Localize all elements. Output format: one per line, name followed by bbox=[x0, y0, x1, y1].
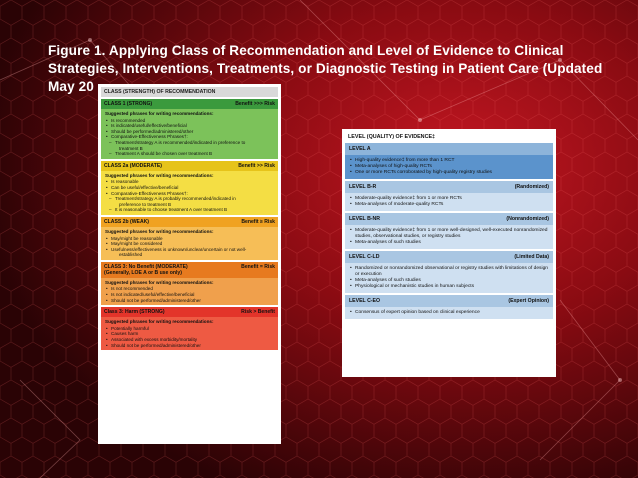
loe-level-name: LEVEL C-LD bbox=[349, 254, 380, 260]
phrase-list bbox=[105, 118, 275, 157]
cor-class-name: CLASS 2a (MODERATE) bbox=[104, 162, 162, 169]
phrase-item: • May/might be reasonable bbox=[105, 236, 275, 242]
title-line-1: Figure 1. Applying Class of Recommendation and Level of Evidence to Clinical bbox=[48, 43, 564, 58]
cor-class bbox=[101, 307, 278, 350]
cor-class-header bbox=[101, 262, 278, 278]
suggested-phrases-heading: Suggested phrases for writing recommendations: bbox=[105, 319, 214, 325]
level-of-evidence-table bbox=[342, 129, 556, 377]
evidence-item: • Moderate-quality evidence‡ from 1 or more RCTs bbox=[349, 196, 549, 202]
loe-level-tag: (Randomized) bbox=[514, 184, 549, 190]
loe-level-body bbox=[345, 193, 553, 211]
cor-benefit-label: Benefit >> Risk bbox=[238, 162, 275, 169]
evidence-item: • High-quality evidence‡ from more than 1 RCT bbox=[349, 158, 549, 164]
phrase-item: • Usefulness/effectiveness is unknown/unclear/uncertain or not well- bbox=[105, 247, 275, 253]
phrase-list bbox=[105, 179, 275, 213]
cor-class bbox=[101, 99, 278, 159]
phrase-item: • Is reasonable bbox=[105, 179, 275, 185]
loe-level-body bbox=[345, 155, 553, 179]
loe-level bbox=[345, 213, 553, 249]
cor-class-name: CLASS 2b (WEAK) bbox=[104, 218, 149, 225]
cor-caption: CLASS (STRENGTH) OF RECOMMENDATION bbox=[101, 87, 278, 97]
loe-level bbox=[345, 251, 553, 293]
phrase-item: • Comparative-Effectiveness Phrases†: bbox=[105, 134, 275, 140]
cor-class-name-group bbox=[104, 264, 188, 276]
phrase-list bbox=[105, 286, 275, 303]
cor-class-body bbox=[101, 109, 278, 159]
suggested-phrases-heading: Suggested phrases for writing recommendations: bbox=[105, 172, 214, 178]
evidence-item: • One or more RCTs corroborated by high-quality registry studies bbox=[349, 170, 549, 176]
cor-benefit-label: Benefit = Risk bbox=[241, 263, 275, 270]
evidence-item: • Meta-analyses of such studies bbox=[349, 240, 549, 246]
loe-level-name: LEVEL B-NR bbox=[349, 216, 381, 222]
loe-level bbox=[345, 143, 553, 179]
evidence-list bbox=[349, 158, 549, 176]
phrase-item: – Treatment/strategy A is probably recommended/indicated in bbox=[105, 196, 275, 202]
loe-level-header bbox=[345, 251, 553, 263]
cor-class-header bbox=[101, 217, 278, 227]
loe-level-body bbox=[345, 307, 553, 319]
cor-class-body bbox=[101, 278, 278, 305]
loe-level-header bbox=[345, 213, 553, 225]
phrase-item: • May/might be considered bbox=[105, 241, 275, 247]
cor-class bbox=[101, 161, 278, 215]
loe-level bbox=[345, 295, 553, 319]
evidence-list bbox=[349, 196, 549, 208]
evidence-item: • Meta-analyses of high-quality RCTs bbox=[349, 164, 549, 170]
phrase-item: • Causes harm bbox=[105, 331, 275, 337]
loe-level-body bbox=[345, 225, 553, 249]
phrase-item: – It is reasonable to choose treatment A over treatment B bbox=[105, 207, 275, 213]
cor-class-body bbox=[101, 317, 278, 350]
phrase-item: – Treatment A should be chosen over treatment B bbox=[105, 151, 275, 157]
suggested-phrases-heading: Suggested phrases for writing recommendations: bbox=[105, 111, 214, 116]
loe-level-header bbox=[345, 295, 553, 307]
cor-class-name: CLASS 3: No Benefit (MODERATE) bbox=[104, 263, 188, 270]
cor-class-body bbox=[101, 171, 278, 215]
loe-level-tag: (Nonrandomized) bbox=[506, 216, 549, 222]
loe-level-name: LEVEL B-R bbox=[349, 184, 377, 190]
phrase-item: – Treatment/strategy A is recommended/indicated in preference to bbox=[105, 140, 275, 146]
cor-class-body bbox=[101, 227, 278, 260]
evidence-list bbox=[349, 266, 549, 290]
cor-class-header bbox=[101, 307, 278, 317]
cor-class bbox=[101, 217, 278, 260]
phrase-item: • Is not recommended bbox=[105, 286, 275, 292]
suggested-phrases-heading: Suggested phrases for writing recommendations: bbox=[105, 228, 214, 234]
cor-benefit-label: Benefit >>> Risk bbox=[235, 101, 275, 107]
evidence-item: • Consensus of expert opinion based on clinical experience bbox=[349, 310, 549, 316]
phrase-list bbox=[105, 326, 275, 348]
loe-level-body bbox=[345, 263, 553, 293]
title-line-2: Strategies, Interventions, Treatments, or Diagnostic Testing in Patient Care (Updated bbox=[48, 61, 603, 76]
evidence-list bbox=[349, 228, 549, 246]
phrase-list bbox=[105, 236, 275, 258]
cor-class-note: (Generally, LOE A or B use only) bbox=[104, 269, 182, 276]
cor-class bbox=[101, 262, 278, 305]
phrase-item: • Can be useful/effective/beneficial bbox=[105, 185, 275, 191]
cor-class-list bbox=[101, 99, 278, 350]
loe-level-name: LEVEL A bbox=[349, 146, 371, 152]
phrase-item: • Is not indicated/useful/effective/beneficial bbox=[105, 292, 275, 298]
loe-level-header bbox=[345, 181, 553, 193]
phrase-item: treatment B bbox=[119, 145, 143, 151]
phrase-item: • Is indicated/useful/effective/beneficial bbox=[105, 123, 275, 129]
loe-level-tag: (Limited Data) bbox=[514, 254, 549, 260]
suggested-phrases-heading: Suggested phrases for writing recommendations: bbox=[105, 279, 214, 285]
evidence-item: • Moderate-quality evidence‡ from 1 or more well-designed, well-executed nonrandomized studies, observational studies, or registry studies bbox=[349, 228, 549, 240]
cor-class-header bbox=[101, 99, 278, 109]
phrase-item: • Should be performed/administered/other bbox=[105, 129, 275, 135]
phrase-item: established bbox=[119, 252, 143, 258]
title-line-3: May 20 bbox=[48, 79, 94, 94]
loe-level-name: LEVEL C-EO bbox=[349, 298, 381, 304]
cor-benefit-label: Risk > Benefit bbox=[241, 309, 275, 316]
class-of-recommendation-table bbox=[98, 84, 281, 444]
evidence-item: • Meta-analyses of such studies bbox=[349, 278, 549, 284]
loe-caption: LEVEL (QUALITY) OF EVIDENCE‡ bbox=[345, 132, 553, 143]
phrase-item: • Should not be performed/administered/other bbox=[105, 298, 275, 304]
cor-class-name: CLASS 1 (STRONG) bbox=[104, 101, 153, 107]
cor-class-name: Class 3: Harm (STRONG) bbox=[104, 309, 165, 316]
loe-level bbox=[345, 181, 553, 211]
phrase-item: • Associated with excess morbidity/mortality bbox=[105, 337, 275, 343]
phrase-item: • Comparative-Effectiveness Phrases†: bbox=[105, 191, 275, 197]
evidence-item: • Meta-analyses of moderate-quality RCTs bbox=[349, 202, 549, 208]
cor-benefit-label: Benefit ≥ Risk bbox=[241, 218, 275, 225]
phrase-item: • Should not be performed/administered/other bbox=[105, 343, 275, 349]
cor-class-header bbox=[101, 161, 278, 171]
evidence-item: • Randomized or nonrandomized observational or registry studies with limitations of design or execution bbox=[349, 266, 549, 278]
evidence-list bbox=[349, 310, 549, 316]
phrase-item: • Potentially harmful bbox=[105, 326, 275, 332]
loe-level-list bbox=[345, 143, 553, 319]
phrase-item: • Is recommended bbox=[105, 118, 275, 124]
loe-level-header bbox=[345, 143, 553, 155]
evidence-item: • Physiological or mechanistic studies in human subjects bbox=[349, 284, 549, 290]
phrase-item: preference to treatment B bbox=[119, 201, 172, 207]
loe-level-tag: (Expert Opinion) bbox=[508, 298, 549, 304]
